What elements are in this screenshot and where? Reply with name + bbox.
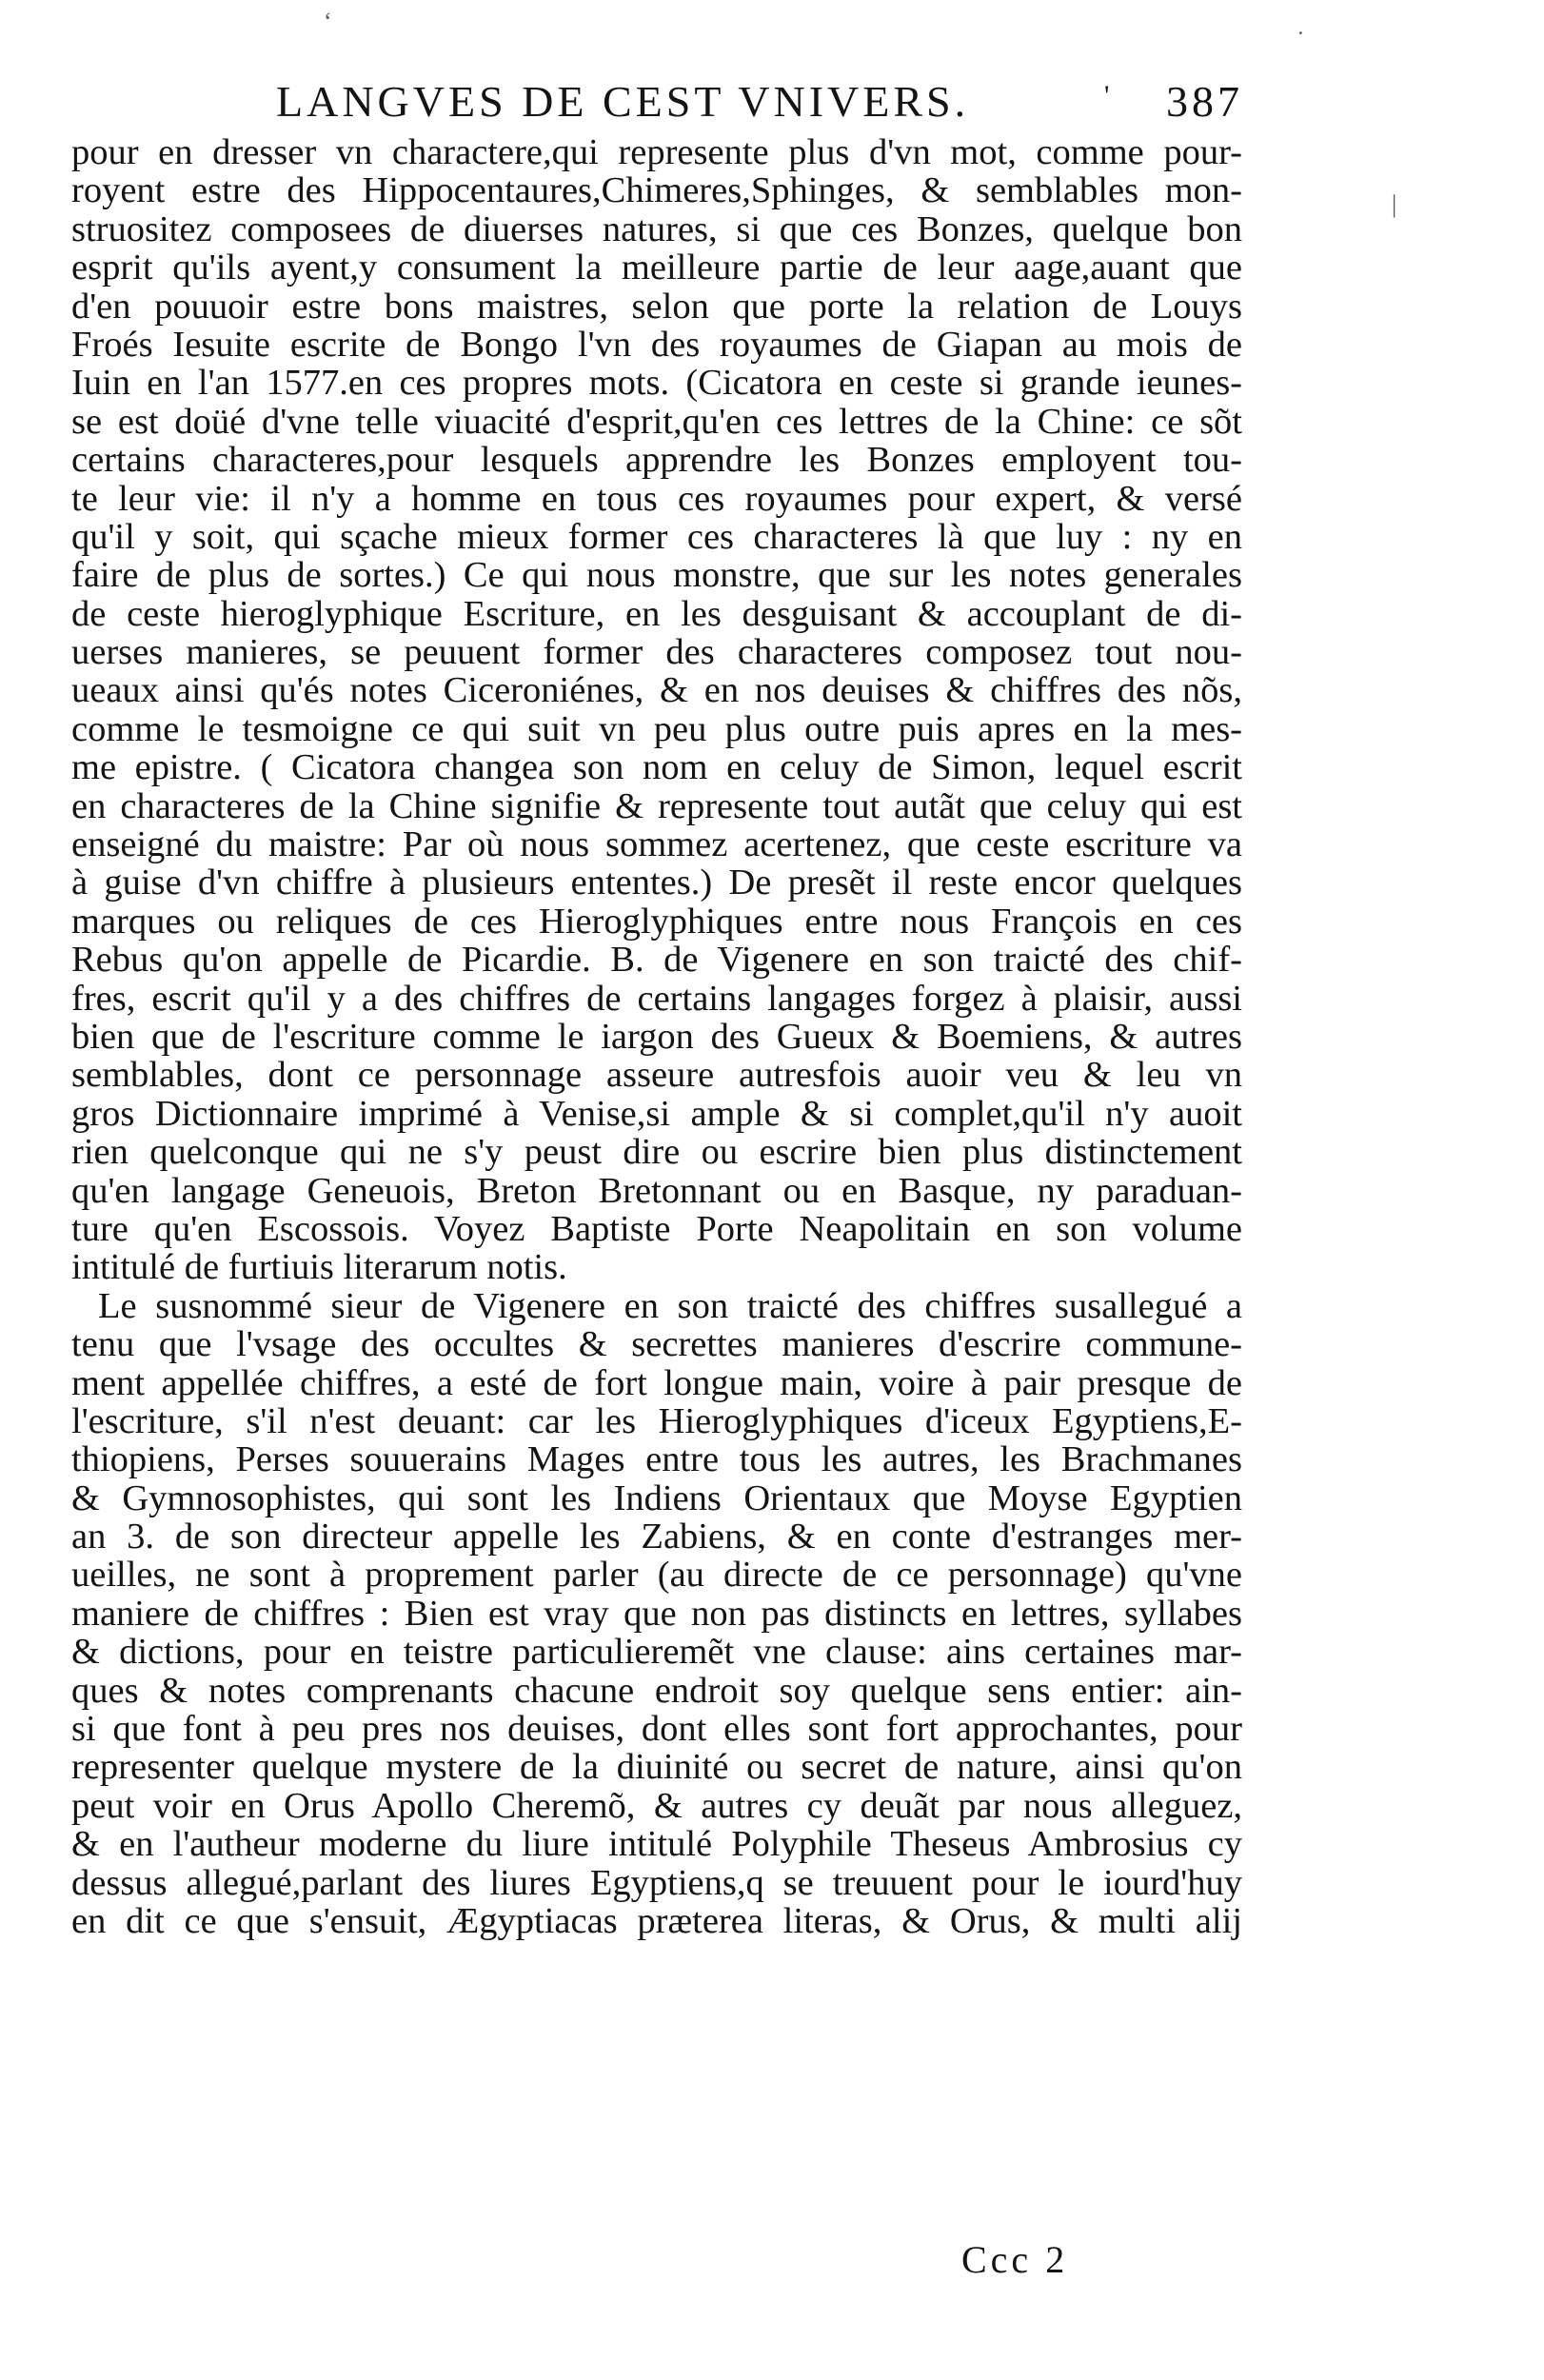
- page-header: [276, 69, 1243, 135]
- text-line: ment appellée chiffres, a esté de fort longue main, voire à pair presque de: [71, 1362, 1242, 1403]
- text-line: dessus allegué,parlant des liures Egyptiens,q se treuuent pour le iourd'huy: [71, 1862, 1242, 1903]
- text-line: si que font à peu pres nos deuises, dont elles sont fort approchantes, pour: [71, 1709, 1242, 1750]
- text-line: de ceste hieroglyphique Escriture, en les desguisant & accouplant de di-: [71, 593, 1242, 634]
- text-line: uerses manieres, se peuuent former des characteres composez tout nou-: [71, 632, 1242, 673]
- text-line: Rebus qu'on appelle de Picardie. B. de Vigenere en son traicté des chif-: [71, 940, 1242, 981]
- text-line: se est doüé d'vne telle viuacité d'esprit,qu'en ces lettres de la Chine: ce sõt: [71, 401, 1242, 442]
- text-line: certains characteres,pour lesquels apprendre les Bonzes employent tou-: [71, 440, 1242, 481]
- text-line: ques & notes comprenants chacune endroit soy quelque sens entier: ain-: [71, 1670, 1242, 1711]
- text-line: rien quelconque qui ne s'y peust dire ou escrire bien plus distinctement: [71, 1132, 1242, 1173]
- text-line: ueilles, ne sont à proprement parler (au directe de ce personnage) qu'vne: [71, 1555, 1242, 1596]
- text-line: pour en dresser vn charactere,qui represente plus d'vn mot, comme pour-: [71, 132, 1242, 172]
- text-line: maniere de chiffres : Bien est vray que non pas distincts en lettres, syllabes: [71, 1593, 1242, 1634]
- margin-speck: ‘: [324, 8, 332, 35]
- running-title: LANGVES DE CEST VNIVERS.: [276, 77, 970, 126]
- paragraph-first-line: Le susnommé sieur de Vigenere en son traicté des chiffres susallegué a: [98, 1285, 1242, 1326]
- text-line: esprit qu'ils ayent,y consument la meilleure partie de leur aage,auant que: [71, 248, 1242, 288]
- text-line: intitulé de furtiuis literarum notis.: [71, 1247, 567, 1288]
- text-line: d'en pouuoir estre bons maistres, selon que porte la relation de Louys: [71, 286, 1242, 327]
- text-line: te leur vie: il n'y a homme en tous ces royaumes pour expert, & versé: [71, 478, 1242, 519]
- text-line: fres, escrit qu'il y a des chiffres de certains langages forgez à plaisir, aussi: [71, 978, 1242, 1019]
- text-line: marques ou reliques de ces Hieroglyphiques entre nous François en ces: [71, 901, 1242, 942]
- text-line: thiopiens, Perses souuerains Mages entre tous les autres, les Brachmanes: [71, 1439, 1242, 1480]
- text-line: en characteres de la Chine signifie & represente tout autãt que celuy qui est: [71, 785, 1242, 826]
- text-line: & en l'autheur moderne du liure intitulé Polyphile Theseus Ambrosius cy: [71, 1824, 1242, 1865]
- text-line: tenu que l'vsage des occultes & secrettes manieres d'escrire commune-: [71, 1324, 1242, 1365]
- text-line: enseigné du maistre: Par où nous sommez acertenez, que ceste escriture va: [71, 824, 1242, 865]
- text-line: & Gymnosophistes, qui sont les Indiens Orientaux que Moyse Egyptien: [71, 1478, 1242, 1518]
- text-line: representer quelque mystere de la diuinité ou secret de nature, ainsi qu'on: [71, 1747, 1242, 1788]
- text-line: an 3. de son directeur appelle les Zabiens, & en conte d'estranges mer-: [71, 1517, 1242, 1557]
- text-line: ture qu'en Escossois. Voyez Baptiste Porte Neapolitain en son volume: [71, 1208, 1242, 1249]
- text-line: comme le tesmoigne ce qui suit vn peu plus outre puis apres en la mes-: [71, 708, 1242, 749]
- text-line: royent estre des Hippocentaures,Chimeres,Sphinges, & semblables mon-: [71, 170, 1242, 211]
- text-line: en dit ce que s'ensuit, Ægyptiacas præterea literas, & Orus, & multi alij: [71, 1900, 1242, 1941]
- text-line: ueaux ainsi qu'és notes Ciceroniénes, & en nos deuises & chiffres des nõs,: [71, 670, 1242, 711]
- text-line: Iuin en l'an 1577.en ces propres mots. (Cicatora en ceste si grande ieunes-: [71, 363, 1242, 404]
- text-line: struositez composees de diuerses natures, si que ces Bonzes, quelque bon: [71, 208, 1242, 249]
- text-line: qu'il y soit, qui sçache mieux former ces characteres là que luy : ny en: [71, 516, 1242, 557]
- text-line: Froés Iesuite escrite de Bongo l'vn des royaumes de Giapan au mois de: [71, 324, 1242, 365]
- margin-speck: ˙: [1297, 27, 1305, 54]
- text-line: peut voir en Orus Apollo Cheremõ, & autres cy deuãt par nous alleguez,: [71, 1785, 1242, 1826]
- text-line: bien que de l'escriture comme le iargon des Gueux & Boemiens, & autres: [71, 1016, 1242, 1057]
- text-line: qu'en langage Geneuois, Breton Bretonnant ou en Basque, ny paraduan-: [71, 1170, 1242, 1211]
- header-mark: ': [1104, 80, 1114, 111]
- text-line: me epistre. ( Cicatora changea son nom en celuy de Simon, lequel escrit: [71, 747, 1242, 788]
- text-line: semblables, dont ce personnage asseure autresfois auoir veu & leu vn: [71, 1055, 1242, 1096]
- text-line: gros Dictionnaire imprimé à Venise,si ample & si complet,qu'il n'y auoit: [71, 1093, 1242, 1134]
- text-block: [71, 133, 1242, 1940]
- text-line: à guise d'vn chiffre à plusieurs ententes.) De presẽt il reste encor quelques: [71, 863, 1242, 903]
- text-line: l'escriture, s'il n'est deuant: car les Hieroglyphiques d'iceux Egyptiens,E-: [71, 1400, 1242, 1441]
- text-line: faire de plus de sortes.) Ce qui nous monstre, que sur les notes generales: [71, 555, 1242, 596]
- text-line: & dictions, pour en teistre particulieremẽt vne clause: ains certaines mar-: [71, 1632, 1242, 1673]
- page-number: 387: [1166, 77, 1243, 126]
- margin-speck: |: [1392, 190, 1397, 218]
- signature-mark: Ccc 2: [961, 2238, 1069, 2281]
